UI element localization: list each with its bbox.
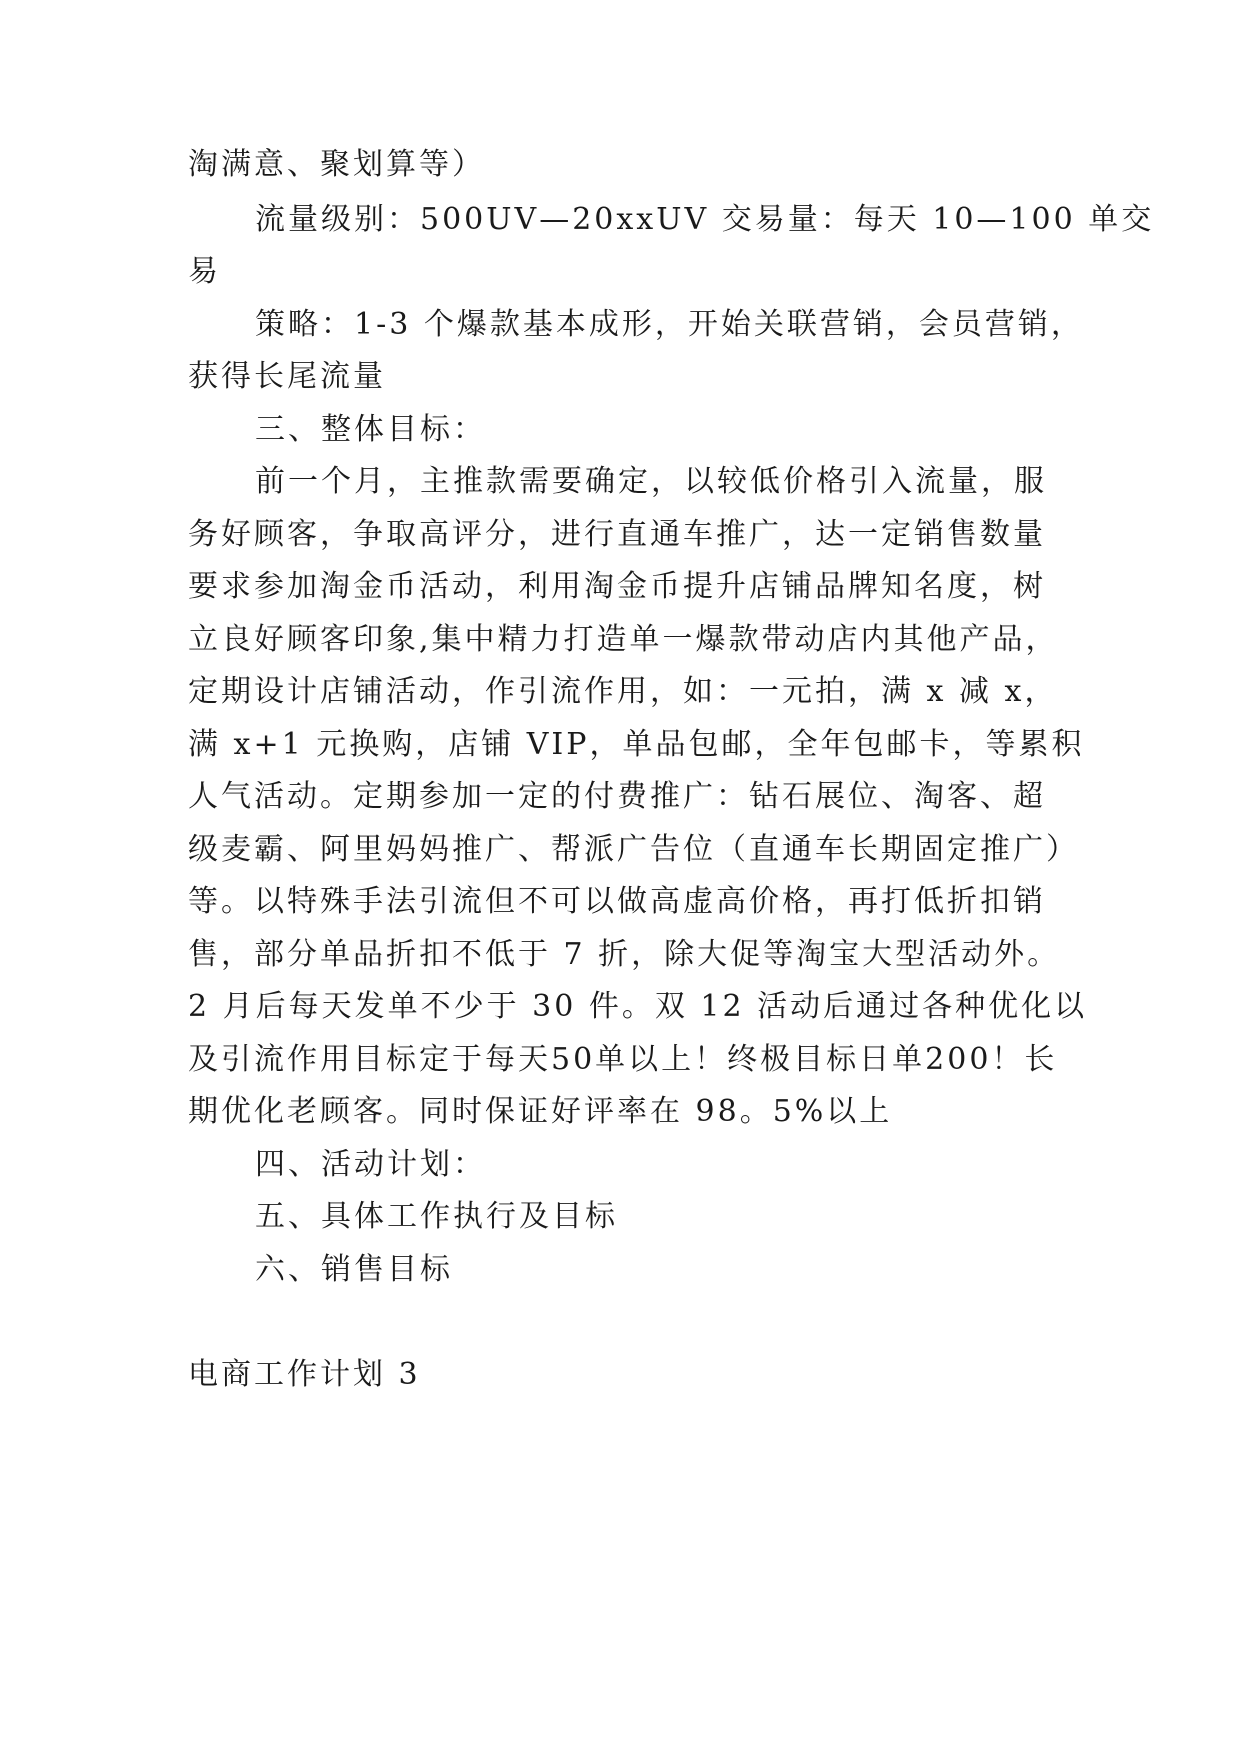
text-line: 等。以特殊手法引流但不可以做高虚高价格，再打低折扣销 — [188, 884, 1046, 919]
section-heading: 四、活动计划： — [255, 1147, 486, 1182]
text-line: 淘满意、聚划算等） — [188, 147, 485, 182]
text-line: 及引流作用目标定于每天50单以上！终极目标日单200！长 — [188, 1042, 1058, 1077]
text-line: 获得长尾流量 — [188, 359, 386, 394]
text-line: 要求参加淘金币活动，利用淘金币提升店铺品牌知名度，树 — [188, 569, 1046, 604]
text-line: 级麦霸、阿里妈妈推广、帮派广告位（直通车长期固定推广） — [188, 832, 1079, 867]
text-line: 策略：1-3 个爆款基本成形，开始关联营销，会员营销， — [255, 307, 1084, 342]
text-line: 前一个月，主推款需要确定，以较低价格引入流量，服 — [255, 464, 1047, 499]
text-line: 2 月后每天发单不少于 30 件。双 12 活动后通过各种优化以 — [188, 989, 1088, 1024]
text-line: 易 — [188, 254, 221, 289]
text-line: 满 x+1 元换购，店铺 VIP，单品包邮，全年包邮卡，等累积 — [188, 727, 1085, 762]
section-heading: 六、销售目标 — [255, 1252, 453, 1287]
text-line: 人气活动。定期参加一定的付费推广：钻石展位、淘客、超 — [188, 779, 1046, 814]
section-heading: 五、具体工作执行及目标 — [255, 1199, 618, 1234]
text-line: 定期设计店铺活动，作引流作用，如：一元拍，满 x 减 x， — [188, 674, 1058, 709]
text-line: 售，部分单品折扣不低于 7 折，除大促等淘宝大型活动外。 — [188, 937, 1061, 972]
section-heading: 三、整体目标： — [255, 412, 486, 447]
document-title: 电商工作计划 3 — [188, 1357, 421, 1392]
text-line: 期优化老顾客。同时保证好评率在 98。5%以上 — [188, 1094, 893, 1129]
text-line: 务好顾客，争取高评分，进行直通车推广，达一定销售数量 — [188, 517, 1046, 552]
text-line: 流量级别：500UV—20xxUV 交易量：每天 10—100 单交 — [255, 202, 1155, 237]
text-line: 立良好顾客印象,集中精力打造单一爆款带动店内其他产品， — [188, 622, 1059, 657]
